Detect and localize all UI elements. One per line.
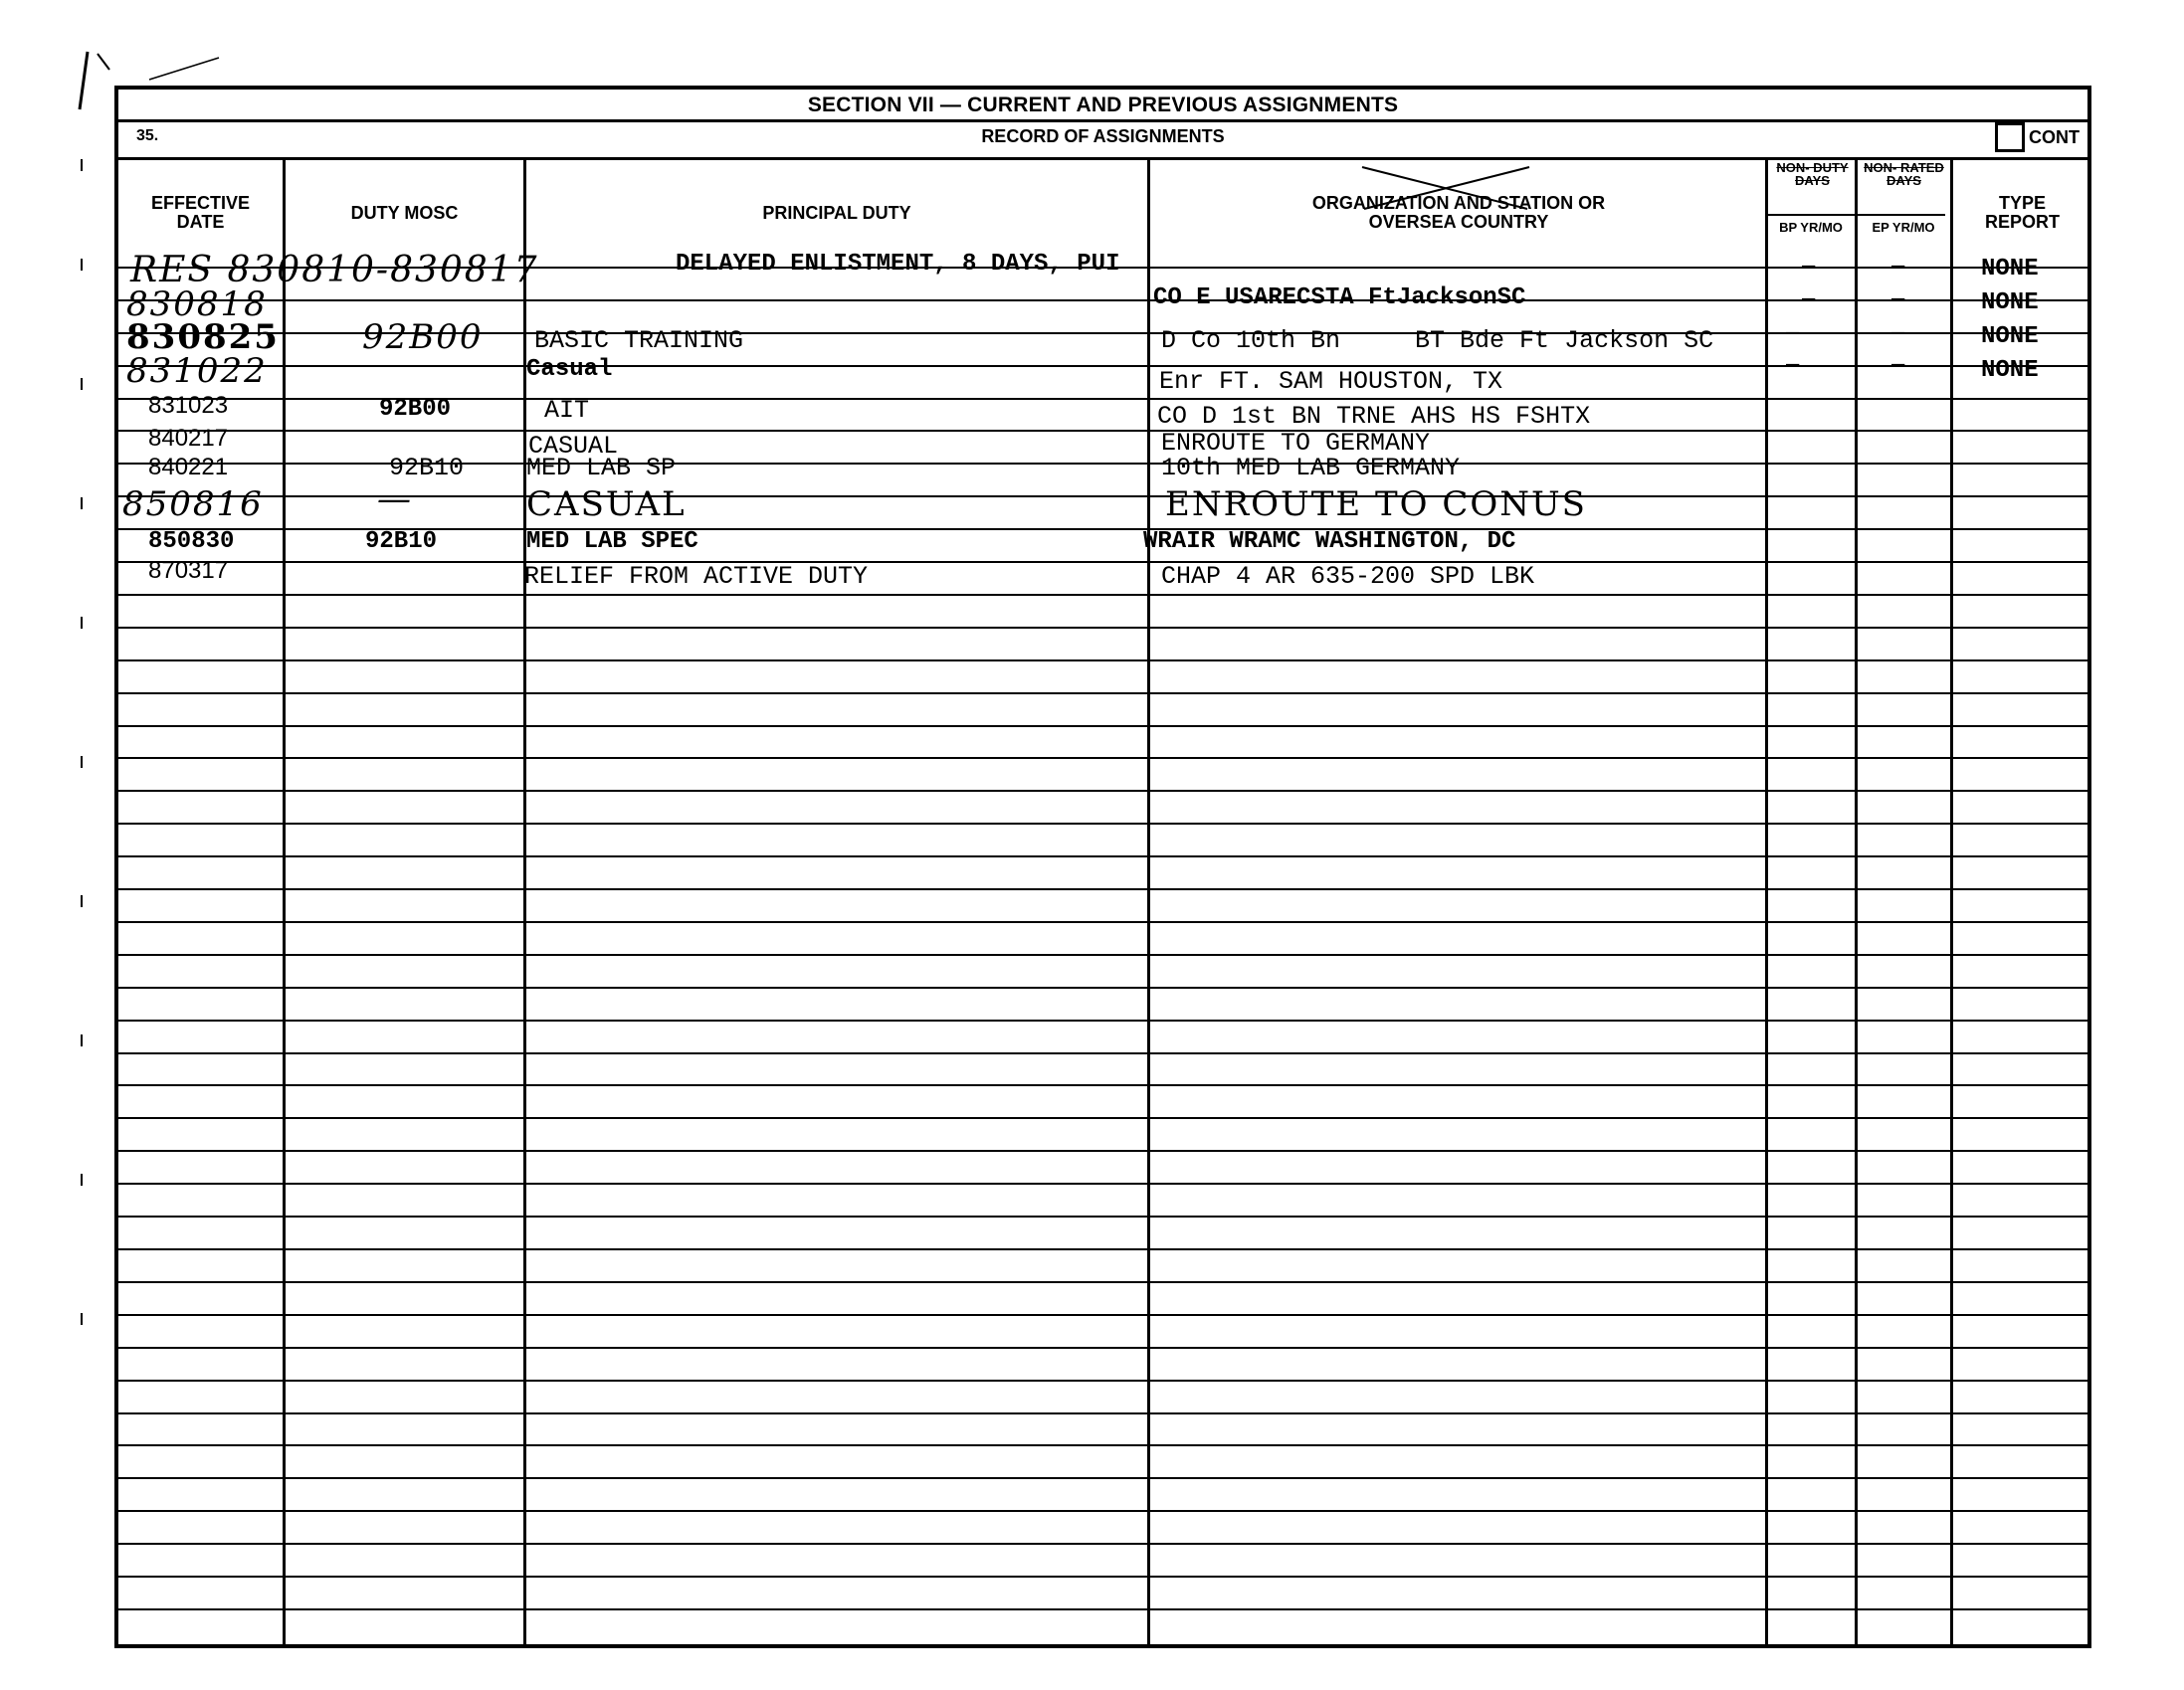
row-line (118, 692, 2087, 694)
column-divider (283, 157, 286, 1644)
header-non-duty-days: NON- DUTY DAYS (1776, 160, 1849, 188)
row-line (118, 888, 2087, 890)
row-line (118, 1281, 2087, 1283)
row-line (118, 1347, 2087, 1349)
principal-duty-cell: DELAYED ENLISTMENT, 8 DAYS, PUI (676, 251, 1120, 278)
assignments-form (114, 86, 2091, 1648)
row-line (118, 855, 2087, 857)
bp-cell: – (1802, 284, 1816, 311)
type-report-cell: NONE (1981, 357, 2039, 384)
duty-mosc-cell: 92B00 (362, 317, 484, 357)
principal-duty-cell: MED LAB SPEC (526, 528, 698, 555)
row-line (118, 1412, 2087, 1414)
row-line (118, 1314, 2087, 1316)
principal-duty-cell: RELIEF FROM ACTIVE DUTY (524, 562, 869, 591)
type-report-cell: NONE (1981, 289, 2039, 316)
organization-cell: CO D 1st BN TRNE AHS HS FSHTX (1157, 402, 1591, 431)
organization-cell: ENROUTE TO GERMANY (1161, 429, 1431, 458)
row-line (118, 1216, 2087, 1218)
row-line (118, 1020, 2087, 1022)
header-principal-duty: PRINCIPAL DUTY (762, 202, 911, 223)
row-line (118, 627, 2087, 629)
header-ep: EP YR/MO (1872, 220, 1935, 235)
cont-label: CONT (2029, 126, 2080, 147)
row-line (118, 1183, 2087, 1185)
scan-margin-ticks (72, 119, 92, 1412)
organization-cell: CHAP 4 AR 635-200 SPD LBK (1161, 562, 1535, 591)
header-bp: BP YR/MO (1779, 220, 1843, 235)
row-line (118, 725, 2087, 727)
principal-duty-cell: BASIC TRAINING (534, 326, 744, 355)
row-line (118, 1084, 2087, 1086)
effective-date-cell: 870317 (148, 557, 229, 584)
organization-cell: 10th MED LAB GERMANY (1161, 454, 1461, 482)
row-line (118, 757, 2087, 759)
principal-duty-cell: MED LAB SP (526, 454, 677, 482)
organization-cell: ENROUTE TO CONUS (1165, 484, 1587, 524)
row-line (118, 790, 2087, 792)
header-type-report: TYPE REPORT (1984, 193, 2060, 232)
header-non-rated-days: NON- RATED DAYS (1864, 160, 1944, 188)
organization-cell: Enr FT. SAM HOUSTON, TX (1159, 367, 1503, 396)
bp-cell: – (1802, 252, 1816, 279)
row-line (118, 594, 2087, 596)
principal-duty-cell: CASUAL (528, 432, 619, 461)
row-line (118, 1380, 2087, 1382)
column-divider (1855, 157, 1858, 1644)
scan-margin-marks (70, 40, 229, 119)
header-organization: ORGANIZATION AND STATION OR OVERSEA COUNTRY (1311, 193, 1606, 232)
row-line (118, 1576, 2087, 1578)
ep-cell: – (1891, 252, 1905, 279)
organization-cell: CO E USARECSTA FtJacksonSC (1153, 284, 1526, 311)
ep-cell: – (1891, 284, 1905, 311)
type-report-cell: NONE (1981, 256, 2039, 282)
effective-date-cell: 831023 (148, 392, 229, 419)
row-line (118, 659, 2087, 661)
column-divider (1950, 157, 1953, 1644)
row-line (118, 1477, 2087, 1479)
type-report-cell: NONE (1981, 323, 2039, 350)
duty-mosc-cell: 92B10 (389, 454, 465, 482)
row-line (118, 823, 2087, 825)
effective-date-cell: 840221 (148, 454, 229, 480)
row-line (118, 987, 2087, 989)
row-line (118, 299, 2087, 301)
row-line (118, 921, 2087, 923)
row-line (118, 561, 2087, 563)
ep-cell: – (1891, 318, 1905, 345)
row-line (118, 954, 2087, 956)
row-line (118, 1248, 2087, 1250)
row-line (118, 1608, 2087, 1610)
bp-cell: – (1786, 350, 1800, 377)
row-line (118, 1117, 2087, 1119)
row-line (118, 1543, 2087, 1545)
form-item-number: 35. (136, 127, 159, 144)
principal-duty-cell: AIT (544, 396, 590, 425)
row-line (118, 495, 2087, 497)
effective-date-cell: 830818 (126, 284, 268, 324)
checkbox[interactable] (1995, 122, 2025, 152)
record-title: RECORD OF ASSIGNMENTS (981, 126, 1225, 146)
header-duty-mosc: DUTY MOSC (350, 202, 459, 223)
column-divider (1765, 157, 1768, 1644)
principal-duty-cell: CASUAL (526, 484, 687, 524)
effective-date-cell: RES 830810-830817 (130, 250, 539, 290)
duty-mosc-cell: 92B00 (379, 396, 452, 423)
bp-cell: – (1786, 318, 1800, 345)
row-line (118, 430, 2087, 432)
row-line (118, 1052, 2087, 1054)
duty-mosc-cell: — (377, 479, 413, 519)
row-line (118, 1510, 2087, 1512)
header-effective-date: EFFECTIVE DATE (150, 193, 250, 232)
row-line (118, 1444, 2087, 1446)
column-divider (1147, 157, 1150, 1644)
duty-mosc-cell: 92B10 (365, 528, 438, 555)
organization-cell: WRAIR WRAMC WASHINGTON, DC (1143, 528, 1516, 555)
ep-cell: – (1891, 350, 1905, 377)
effective-date-cell: 830825 (126, 317, 280, 357)
effective-date-cell: 840217 (148, 425, 229, 452)
effective-date-cell: 850830 (148, 528, 235, 555)
cont-checkbox[interactable] (1995, 122, 2080, 152)
section-title: SECTION VII — CURRENT AND PREVIOUS ASSIGNMENTS (807, 94, 1399, 116)
effective-date-cell: 831022 (126, 351, 268, 391)
principal-duty-cell: Casual (526, 356, 613, 383)
organization-cell: D Co 10th Bn BT Bde Ft Jackson SC (1161, 326, 1714, 355)
strike-through-mark (1354, 159, 1535, 213)
divider (118, 119, 2087, 122)
row-line (118, 1150, 2087, 1152)
effective-date-cell: 850816 (122, 484, 264, 524)
